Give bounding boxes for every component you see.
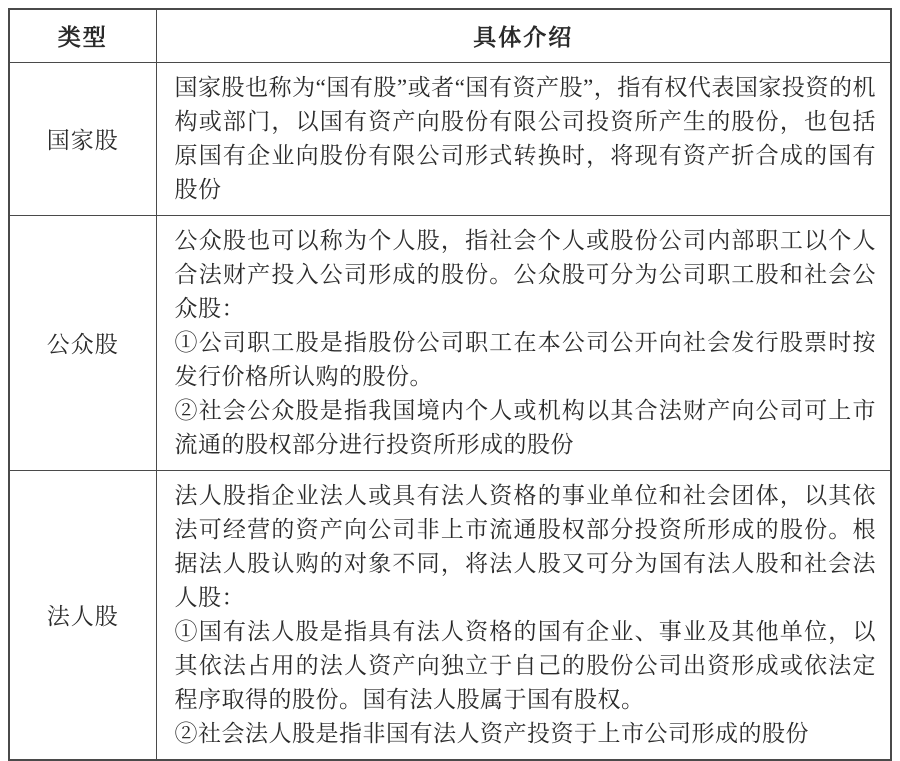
header-row	[9, 9, 891, 62]
description-paragraph: ②社会法人股是指非国有法人资产投资于上市公司形成的股份	[174, 720, 809, 746]
description-paragraph: ②社会公众股是指我国境内个人或机构以其合法财产向公司可上市流通的股权部分进行投资所形成的股份	[174, 397, 876, 457]
description-paragraph: 法人股指企业法人或具有法人资格的事业单位和社会团体，以其依法可经营的资产向公司非上市流通股权部分投资所形成的股份。根据法人股认购的对象不同，将法人股又可分为国有法人股和社会法人股：	[174, 482, 876, 610]
description-cell-public-shares	[156, 215, 891, 470]
document-page	[8, 8, 892, 761]
header-description: 具体介绍	[156, 9, 891, 62]
type-label-public-shares: 公众股	[9, 215, 156, 470]
type-label-state-shares: 国家股	[9, 62, 156, 215]
description-paragraph: 公众股也可以称为个人股，指社会个人或股份公司内部职工以个人合法财产投入公司形成的股份。公众股可分为公司职工股和社会公众股：	[174, 227, 876, 321]
table-row-public-shares	[9, 215, 891, 470]
table-row-state-shares	[9, 62, 891, 215]
description-cell-legal-person-shares	[156, 470, 891, 760]
description-cell-state-shares	[156, 62, 891, 215]
stock-types-table	[8, 8, 892, 761]
table-row-legal-person-shares	[9, 470, 891, 760]
description-paragraph: ①公司职工股是指股份公司职工在本公司公开向社会发行股票时按发行价格所认购的股份。	[174, 329, 876, 389]
description-paragraph: 国家股也称为“国有股”或者“国有资产股”，指有权代表国家投资的机构或部门，以国有资产向股份有限公司投资所产生的股份，也包括原国有企业向股份有限公司形式转换时，将现有资产折合成的国有股份	[174, 74, 876, 202]
description-paragraph: ①国有法人股是指具有法人资格的国有企业、事业及其他单位，以其依法占用的法人资产向独立于自己的股份公司出资形成或依法定程序取得的股份。国有法人股属于国有股权。	[174, 618, 876, 712]
header-type: 类型	[9, 9, 156, 62]
type-label-legal-person-shares: 法人股	[9, 470, 156, 760]
